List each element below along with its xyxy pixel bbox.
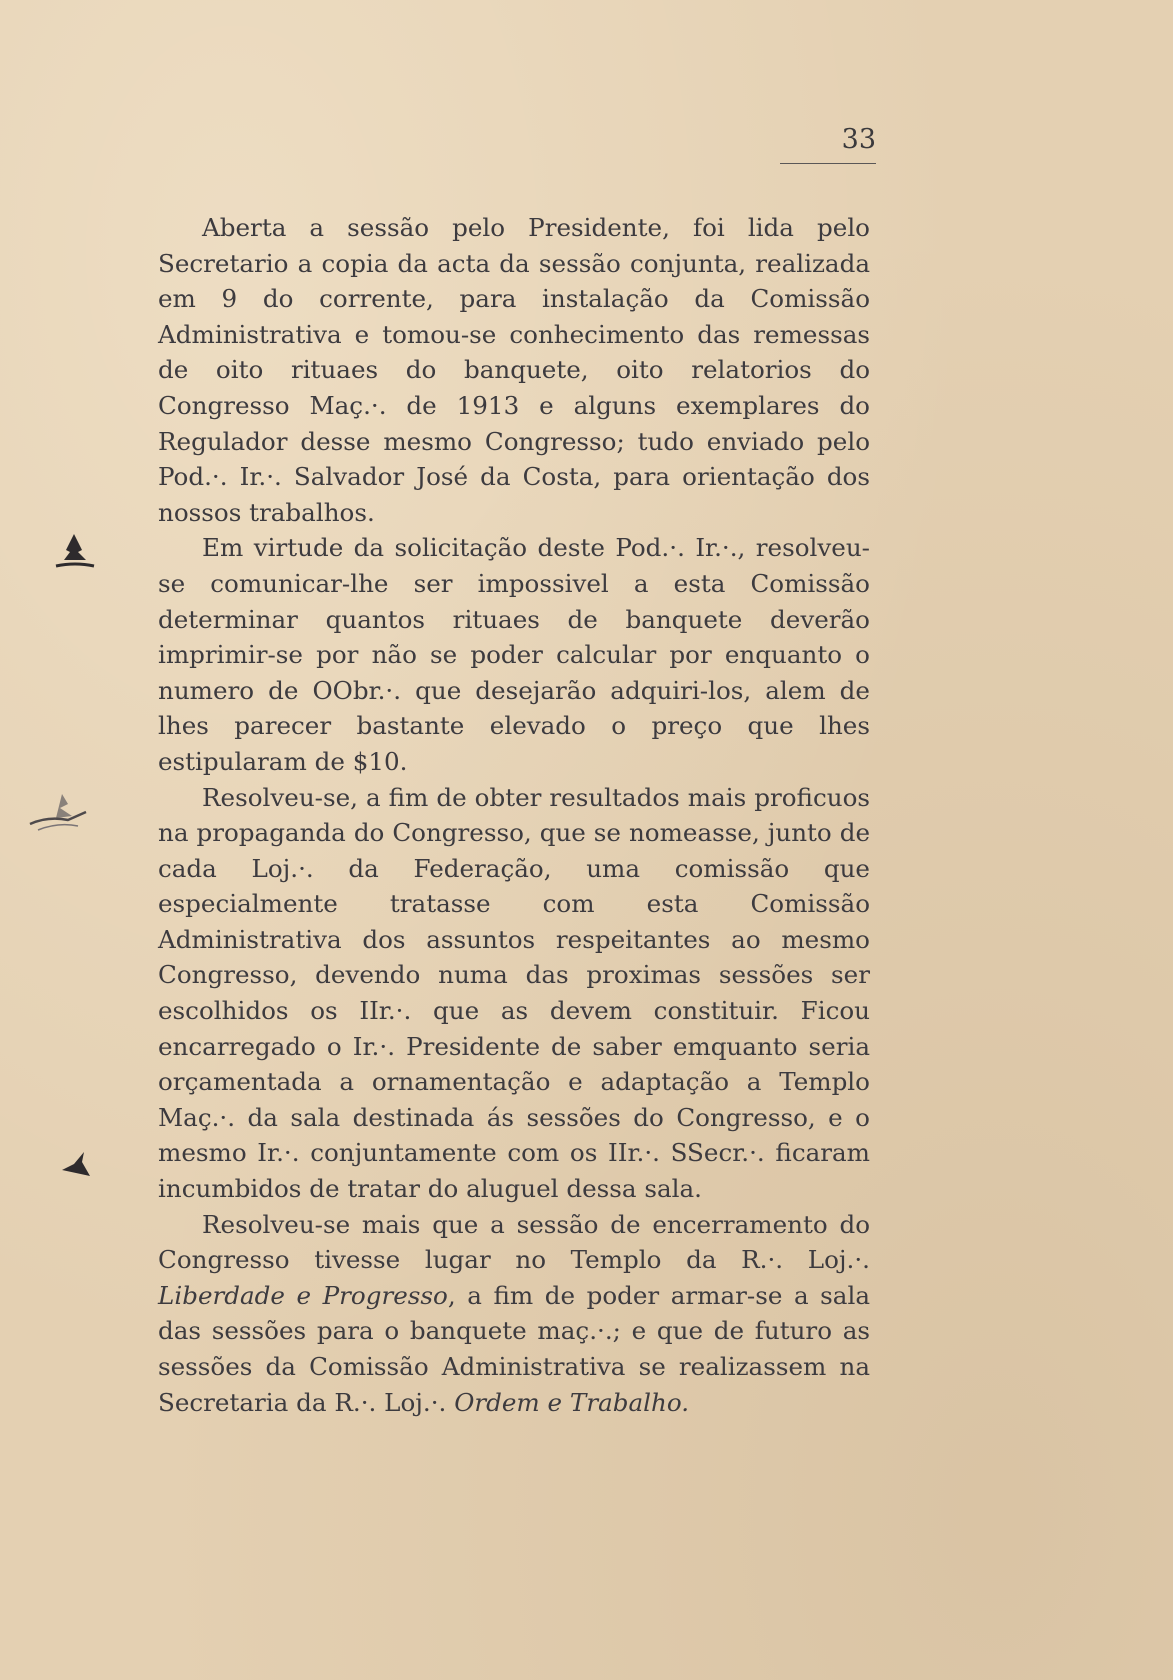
ink-blot-icon — [28, 790, 90, 836]
paragraph-3: Resolveu-se, a fim de obter resultados mais proficuos na propaganda do Congresso, que se nomeasse, junto de cada Loj.·. da Federação, uma comissão que especialmente tratasse com esta Comissão Administrativa dos assuntos respeitantes ao mesmo Congresso, devendo numa das proximas sessões ser escolhidos os IIr.·. que as devem constituir. Ficou encarregado o Ir.·. Presidente de saber emquanto seria orçamentada a ornamentação e adaptação a Templo Maç.·. da sala destinada ás sessões do Congresso, e o mesmo Ir.·. conjuntamente com os IIr.·. SSecr.·. ficaram incumbidos de tratar do aluguel dessa sala. — [158, 782, 870, 1204]
lodge-name-ordem: Ordem e Trabalho. — [454, 1387, 690, 1417]
page-body — [158, 210, 870, 1420]
paragraph-2: Em virtude da solicitação deste Pod.·. Ir.·., resolveu-se comunicar-lhe ser impossivel a esta Comissão determinar quantos rituaes de banquete deverão imprimir-se por não se poder calcular por enquanto o numero de OObr.·. que desejarão adquiri-los, alem de lhes parecer bastante elevado o preço que lhes estipularam de $10. — [158, 533, 870, 776]
ink-blot-icon — [58, 1148, 94, 1184]
paragraph-4-text-before: Resolveu-se mais que a sessão de encerramento do Congresso tivesse lugar no Templo da R.·. Loj.·. — [158, 1209, 870, 1275]
page-number: 33 — [780, 124, 876, 164]
ink-blot-icon — [52, 530, 98, 574]
paragraph-4 — [158, 1207, 870, 1421]
paragraph-4-text-middle: , a fim de poder armar-se a sala das sessões para o banquete maç.·.; e que de futuro as sessões da Comissão Administrativa se realizassem na Secretaria da R.·. Loj.·. — [158, 1280, 870, 1417]
lodge-name-liberdade: Liberdade e Progresso — [158, 1280, 448, 1310]
paragraph-1: Aberta a sessão pelo Presidente, foi lida pelo Secretario a copia da acta da sessão conjunta, realizada em 9 do corrente, para instalação da Comissão Administrativa e tomou-se conhecimento das remessas de oito rituaes do banquete, oito relatorios do Congresso Maç.·. de 1913 e alguns exemplares do Regulador desse mesmo Congresso; tudo enviado pelo Pod.·. Ir.·. Salvador José da Costa, para orientação dos nossos trabalhos. — [158, 213, 870, 527]
